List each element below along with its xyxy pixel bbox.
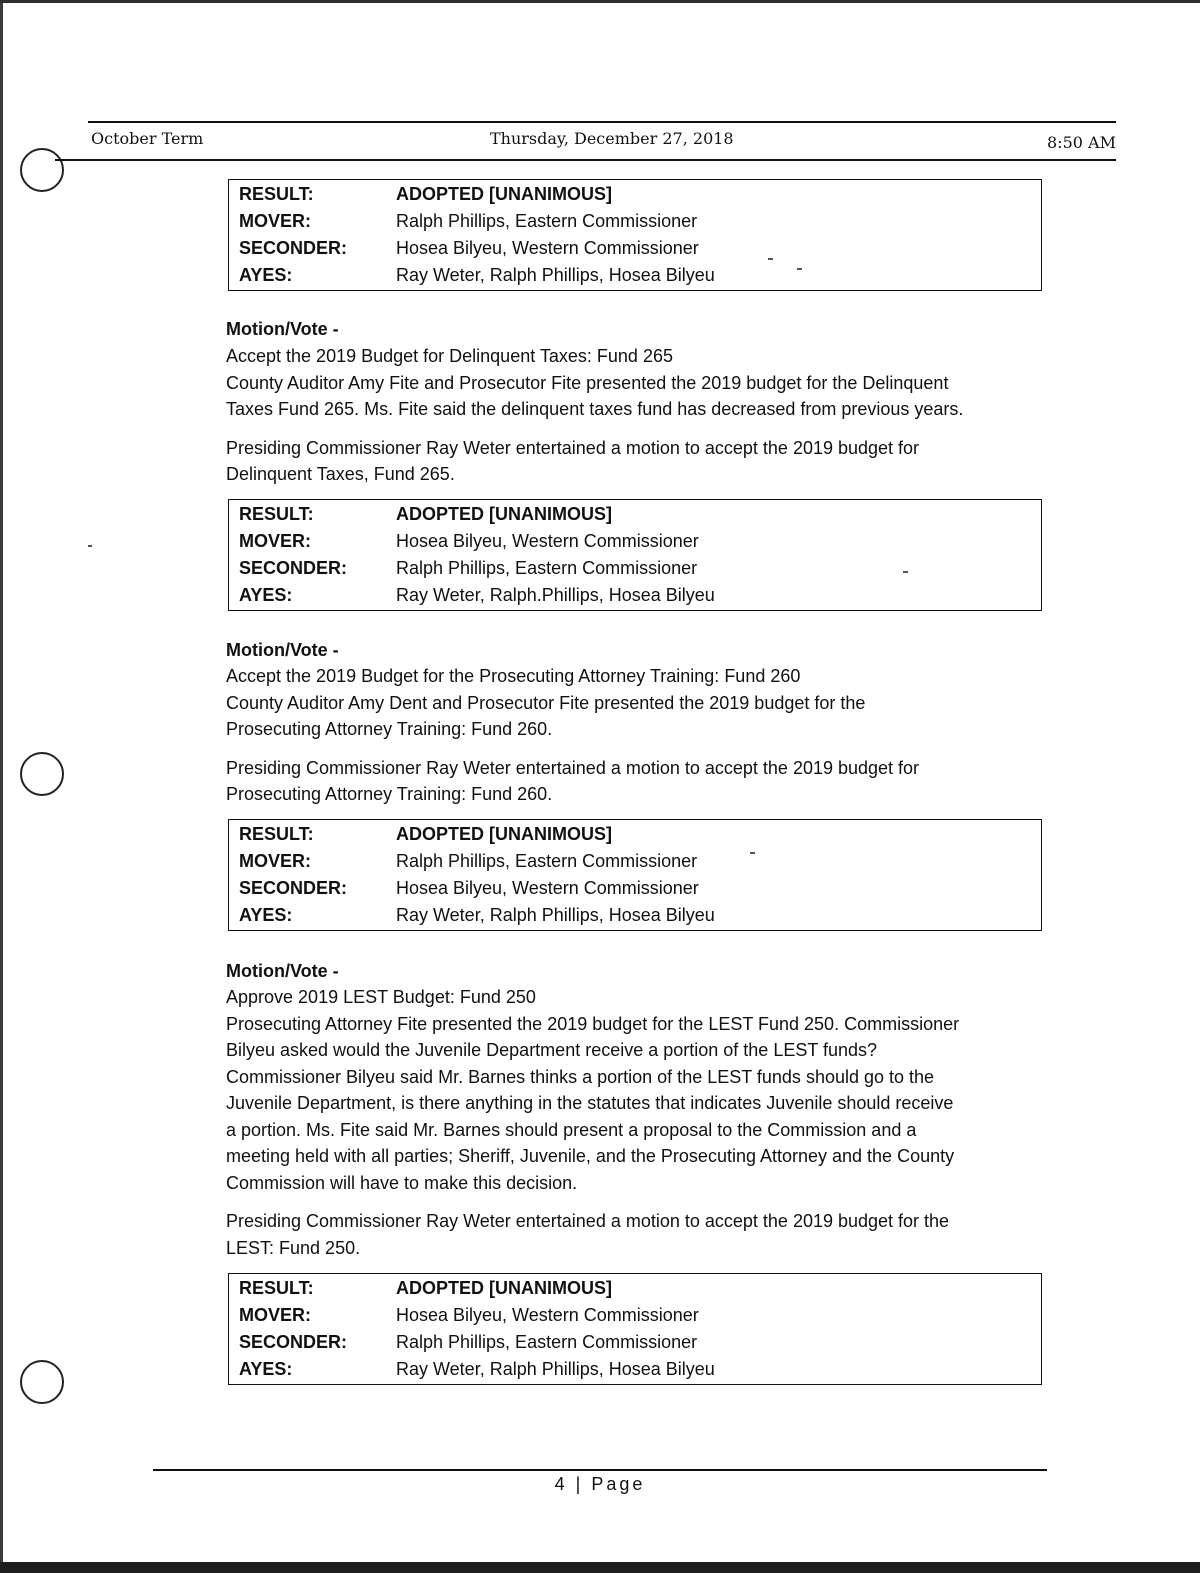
- seconder-label: SECONDER:: [239, 878, 348, 898]
- motion-body-line: a portion. Ms. Fite said Mr. Barnes should present a proposal to the Commission and a: [226, 1120, 917, 1140]
- result-row: [229, 1275, 1041, 1301]
- mover-value: Hosea Bilyeu, Western Commissioner: [396, 531, 699, 551]
- motion-heading: Motion/Vote -: [226, 319, 339, 339]
- ayes-row: [229, 582, 1041, 608]
- mover-row: [229, 1302, 1041, 1328]
- result-value: ADOPTED [UNANIMOUS]: [396, 504, 612, 524]
- motion-body-line: Bilyeu asked would the Juvenile Department receive a portion of the LEST funds?: [226, 1040, 878, 1060]
- vote-result-box: [228, 179, 1042, 291]
- motion-text-line: LEST: Fund 250.: [226, 1238, 361, 1258]
- mover-label: MOVER:: [239, 211, 311, 231]
- result-label: RESULT:: [239, 1278, 314, 1298]
- motion-body-line: County Auditor Amy Fite and Prosecutor Fite presented the 2019 budget for the Delinquent: [226, 373, 949, 393]
- motion-text-line: Presiding Commissioner Ray Weter entertained a motion to accept the 2019 budget for the: [226, 1211, 950, 1231]
- motion-text-line: Presiding Commissioner Ray Weter entertained a motion to accept the 2019 budget for: [226, 758, 920, 778]
- scan-speck: [750, 852, 755, 854]
- motion-body-line: Commission will have to make this decision.: [226, 1173, 578, 1193]
- ayes-value: Ray Weter, Ralph Phillips, Hosea Bilyeu: [396, 265, 715, 285]
- result-label: RESULT:: [239, 184, 314, 204]
- seconder-value: Ralph Phillips, Eastern Commissioner: [396, 1332, 698, 1352]
- term-label: October Term: [91, 129, 204, 148]
- ayes-row: [229, 1356, 1041, 1382]
- seconder-value: Hosea Bilyeu, Western Commissioner: [396, 238, 699, 258]
- motion-title: Accept the 2019 Budget for Delinquent Taxes: Fund 265: [226, 346, 673, 366]
- mover-row: [229, 848, 1041, 874]
- motion-body-line: Taxes Fund 265. Ms. Fite said the delinquent taxes fund has decreased from previous years.: [226, 399, 964, 419]
- scan-speck: [88, 545, 92, 547]
- ayes-label: AYES:: [239, 905, 293, 925]
- scan-speck: [903, 571, 908, 573]
- mover-value: Ralph Phillips, Eastern Commissioner: [396, 211, 698, 231]
- result-row: [229, 181, 1041, 207]
- header-rule-top: [88, 121, 1116, 123]
- scan-edge-bottom: [0, 1562, 1200, 1573]
- punch-hole-icon: [20, 1360, 64, 1404]
- vote-result-box: [228, 1273, 1042, 1385]
- punch-hole-icon: [20, 148, 64, 192]
- footer-rule: [153, 1469, 1047, 1471]
- result-label: RESULT:: [239, 824, 314, 844]
- mover-label: MOVER:: [239, 1305, 311, 1325]
- header-rule-bottom: [55, 159, 1116, 161]
- motion-text-line: Delinquent Taxes, Fund 265.: [226, 464, 455, 484]
- mover-row: [229, 208, 1041, 234]
- motion-body-line: meeting held with all parties; Sheriff, Juvenile, and the Prosecuting Attorney and the County: [226, 1146, 955, 1166]
- seconder-label: SECONDER:: [239, 238, 348, 258]
- ayes-label: AYES:: [239, 265, 293, 285]
- ayes-label: AYES:: [239, 585, 293, 605]
- seconder-value: Ralph Phillips, Eastern Commissioner: [396, 558, 698, 578]
- mover-value: Hosea Bilyeu, Western Commissioner: [396, 1305, 699, 1325]
- scan-edge-left: [0, 0, 3, 1573]
- motion-title: Accept the 2019 Budget for the Prosecuting Attorney Training: Fund 260: [226, 666, 801, 686]
- vote-result-box: [228, 819, 1042, 931]
- punch-hole-icon: [20, 752, 64, 796]
- motion-title: Approve 2019 LEST Budget: Fund 250: [226, 987, 536, 1007]
- motion-body-line: County Auditor Amy Dent and Prosecutor Fite presented the 2019 budget for the: [226, 693, 866, 713]
- result-label: RESULT:: [239, 504, 314, 524]
- seconder-row: [229, 875, 1041, 901]
- ayes-value: Ray Weter, Ralph Phillips, Hosea Bilyeu: [396, 1359, 715, 1379]
- ayes-value: Ray Weter, Ralph.Phillips, Hosea Bilyeu: [396, 585, 715, 605]
- scan-speck: [768, 258, 773, 260]
- ayes-row: [229, 902, 1041, 928]
- motion-body-line: Prosecuting Attorney Training: Fund 260.: [226, 719, 553, 739]
- motion-body-line: Juvenile Department, is there anything in the statutes that indicates Juvenile should receive: [226, 1093, 954, 1113]
- scan-edge-top: [0, 0, 1200, 3]
- vote-result-box: [228, 499, 1042, 611]
- meeting-date: Thursday, December 27, 2018: [490, 129, 734, 148]
- scan-speck: [797, 268, 802, 270]
- seconder-value: Hosea Bilyeu, Western Commissioner: [396, 878, 699, 898]
- ayes-value: Ray Weter, Ralph Phillips, Hosea Bilyeu: [396, 905, 715, 925]
- meeting-time: 8:50 AM: [1047, 133, 1116, 152]
- motion-text-line: Presiding Commissioner Ray Weter entertained a motion to accept the 2019 budget for: [226, 438, 920, 458]
- motion-text-line: Prosecuting Attorney Training: Fund 260.: [226, 784, 553, 804]
- ayes-row: [229, 262, 1041, 288]
- motion-heading: Motion/Vote -: [226, 961, 339, 981]
- result-value: ADOPTED [UNANIMOUS]: [396, 184, 612, 204]
- seconder-label: SECONDER:: [239, 558, 348, 578]
- ayes-label: AYES:: [239, 1359, 293, 1379]
- mover-row: [229, 528, 1041, 554]
- motion-heading: Motion/Vote -: [226, 640, 339, 660]
- mover-label: MOVER:: [239, 851, 311, 871]
- result-row: [229, 501, 1041, 527]
- result-value: ADOPTED [UNANIMOUS]: [396, 824, 612, 844]
- result-value: ADOPTED [UNANIMOUS]: [396, 1278, 612, 1298]
- seconder-row: [229, 1329, 1041, 1355]
- motion-body-line: Commissioner Bilyeu said Mr. Barnes thinks a portion of the LEST funds should go to the: [226, 1067, 935, 1087]
- mover-label: MOVER:: [239, 531, 311, 551]
- motion-body-line: Prosecuting Attorney Fite presented the 2019 budget for the LEST Fund 250. Commissioner: [226, 1014, 960, 1034]
- page-number: 4 | Page: [554, 1474, 646, 1494]
- seconder-label: SECONDER:: [239, 1332, 348, 1352]
- mover-value: Ralph Phillips, Eastern Commissioner: [396, 851, 698, 871]
- seconder-row: [229, 235, 1041, 261]
- result-row: [229, 821, 1041, 847]
- seconder-row: [229, 555, 1041, 581]
